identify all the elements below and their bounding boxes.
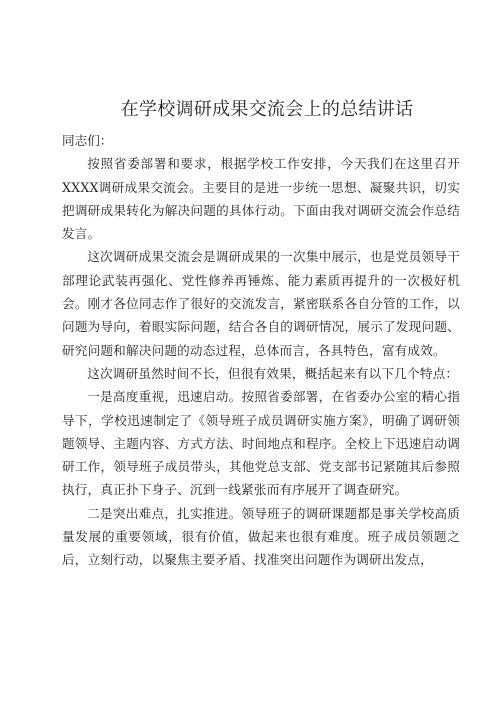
paragraph-2: 这次调研成果交流会是调研成果的一次集中展示，也是党员领导干部理论武装再强化、党性修养再锤炼、能力素质再提升的一次极好机会。刚才各位同志作了很好的交流发言，紧密联系各自分管的工作，以问题为导向，着眼实际问题，结合各自的调研情况，展示了发现问题、研究问题和解决问题的动态过程，总体而言，各具特色，富有成效。 [62,249,460,358]
paragraph-1: 按照省委部署和要求，根据学校工作安排，今天我们在这里召开XXXX调研成果交流会。主要目的是进一步统一思想、凝聚共识，切实把调研成果转化为解决问题的具体行动。下面由我对调研交流会作总结发言。 [62,156,460,242]
paragraph-3: 这次调研虽然时间不长，但很有效果，概括起来有以下几个特点： [87,365,459,381]
document-title: 在学校调研成果交流会上的总结讲话 [120,99,414,120]
greeting: 同志们： [62,133,113,148]
paragraph-4: 一是高度重视，迅速启动。按照省委部署，在省委办公室的精心指导下，学校迅速制定了《领导班子成员调研实施方案》，明确了调研领题领导、主题内容、方式方法、时间地点和程序。全校上下迅速启动调研工作，领导班子成员带头，其他党总支部、党支部书记紧随其后参照执行，真正扑下身子、沉到一线紧张而有序展开了调查研究。 [62,389,460,498]
paragraph-5: 二是突出难点，扎实推进。领导班子的调研课题都是事关学校高质量发展的重要领域，很有价值，做起来也很有难度。班子成员领题之后，立刻行动，以聚焦主要矛盾、找准突出问题作为调研出发点， [62,505,460,568]
